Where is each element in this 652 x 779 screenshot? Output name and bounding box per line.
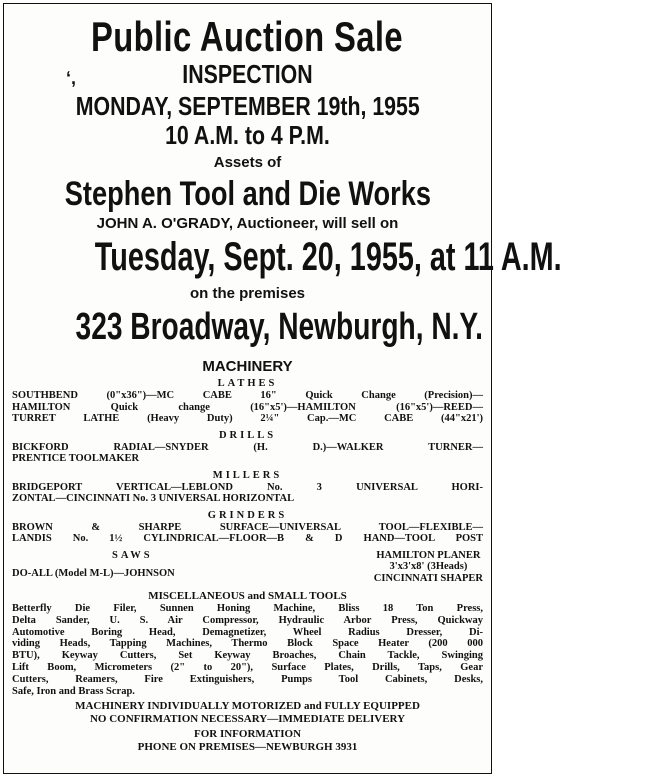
misc-line: Cutters, Reamers, Fire Extinguishers, Pumps Tool Cabinets, Desks, <box>12 673 483 685</box>
auctioneer-line: JOHN A. O'GRADY, Auctioneer, will sell on <box>96 215 399 232</box>
millers-line: BRIDGEPORT VERTICAL—LEBLOND No. 3 UNIVERSAL HORI- <box>12 481 483 493</box>
drills-line: PRENTICE TOOLMAKER <box>12 453 140 464</box>
misc-line: Automotive Boring Head, Demagnetizer, Wheel Radius Dresser, Di- <box>12 626 483 638</box>
inspection-time: 10 A.M. to 4 P.M. <box>165 120 330 150</box>
auction-advertisement <box>3 3 562 774</box>
lathes-line: HAMILTON Quick change (16"x5')—HAMILTON (16"x5')—REED— <box>12 401 483 413</box>
lathes-heading: LATHES <box>217 378 278 389</box>
footer-phone: PHONE ON PREMISES—NEWBURGH 3931 <box>137 740 358 753</box>
misc-line: Betterfly Die Filer, Sunnen Honing Machine, Bliss 18 Ton Press, <box>12 603 483 614</box>
print-mark: ʻ, <box>66 68 77 88</box>
misc-line: Lift Boom, Micrometers (2" to 20"), Surface Plates, Drills, Taps, Gear <box>12 661 483 673</box>
shaper-line: CINCINNATI SHAPER <box>373 572 483 584</box>
inspection-heading: ʻ, INSPECTION <box>4 60 491 88</box>
grinders-line: LANDIS No. 1½ CYLINDRICAL—FLOOR—B & D HAND—TOOL POST <box>12 533 483 544</box>
drills-list <box>4 442 491 465</box>
drills-line: BICKFORD RADIAL—SNYDER (H. D.)—WALKER TURNER— <box>12 441 483 453</box>
premises-label: on the premises <box>189 285 306 302</box>
misc-line: viding Heads, Tapping Machines, Thermo Block Space Heater (200 000 <box>12 638 483 650</box>
grinders-heading: GRINDERS <box>207 509 288 521</box>
millers-line: ZONTAL—CINCINNATI No. 3 UNIVERSAL HORIZONTAL <box>12 493 295 504</box>
machinery-heading: MACHINERY <box>202 358 293 375</box>
misc-line: BTU), Keyway Cutters, Set Keyway Broaches, Chain Tackle, Swinging <box>12 650 483 662</box>
misc-line: Delta Sander, U. S. Air Compressor, Hydraulic Arbor Press, Quickway <box>12 614 483 626</box>
lathes-line: SOUTHBEND (0"x36")—MC CABE 16" Quick Change (Precision)— <box>12 390 483 401</box>
sale-date: Tuesday, Sept. 20, 1955, at 11 A.M. <box>94 235 562 279</box>
millers-list <box>4 482 491 505</box>
grinders-list <box>4 522 491 545</box>
footer <box>4 700 491 753</box>
misc-list <box>4 603 491 697</box>
saws-heading: SAWS <box>112 549 153 561</box>
planer-spec: 3'x3'x8' (3Heads) <box>389 561 468 572</box>
saws-column <box>12 550 175 585</box>
millers-heading: MILLERS <box>212 469 283 481</box>
grinders-line: BROWN & SHARPE SURFACE—UNIVERSAL TOOL—FLEXIBLE— <box>12 521 483 533</box>
lathes-list <box>4 390 491 425</box>
saws-planer-block <box>4 550 491 585</box>
misc-heading: MISCELLANEOUS and SMALL TOOLS <box>148 590 347 602</box>
lathes-line: TURRET LATHE (Heavy Duty) 2¼" Cap.—MC CABE (44"x21') <box>12 413 483 424</box>
assets-of-label: Assets of <box>213 154 282 171</box>
planer-column <box>374 550 483 585</box>
footer-motorized: MACHINERY INDIVIDUALLY MOTORIZED and FULLY EQUIPPED <box>75 700 420 713</box>
company-name: Stephen Tool and Die Works <box>64 175 431 213</box>
sale-address: 323 Broadway, Newburgh, N.Y. <box>75 306 483 348</box>
misc-line: Safe, Iron and Brass Scrap. <box>12 685 135 697</box>
footer-delivery: NO CONFIRMATION NECESSARY—IMMEDIATE DELIVERY <box>89 712 406 725</box>
saws-line: DO-ALL (Model M-L)—JOHNSON <box>12 567 175 579</box>
planer-line: HAMILTON PLANER <box>376 549 481 561</box>
headline: Public Auction Sale <box>91 13 404 60</box>
footer-info-heading: FOR INFORMATION <box>193 728 302 741</box>
inspection-date: MONDAY, SEPTEMBER 19th, 1955 <box>75 91 420 121</box>
drills-heading: DRILLS <box>218 429 277 441</box>
